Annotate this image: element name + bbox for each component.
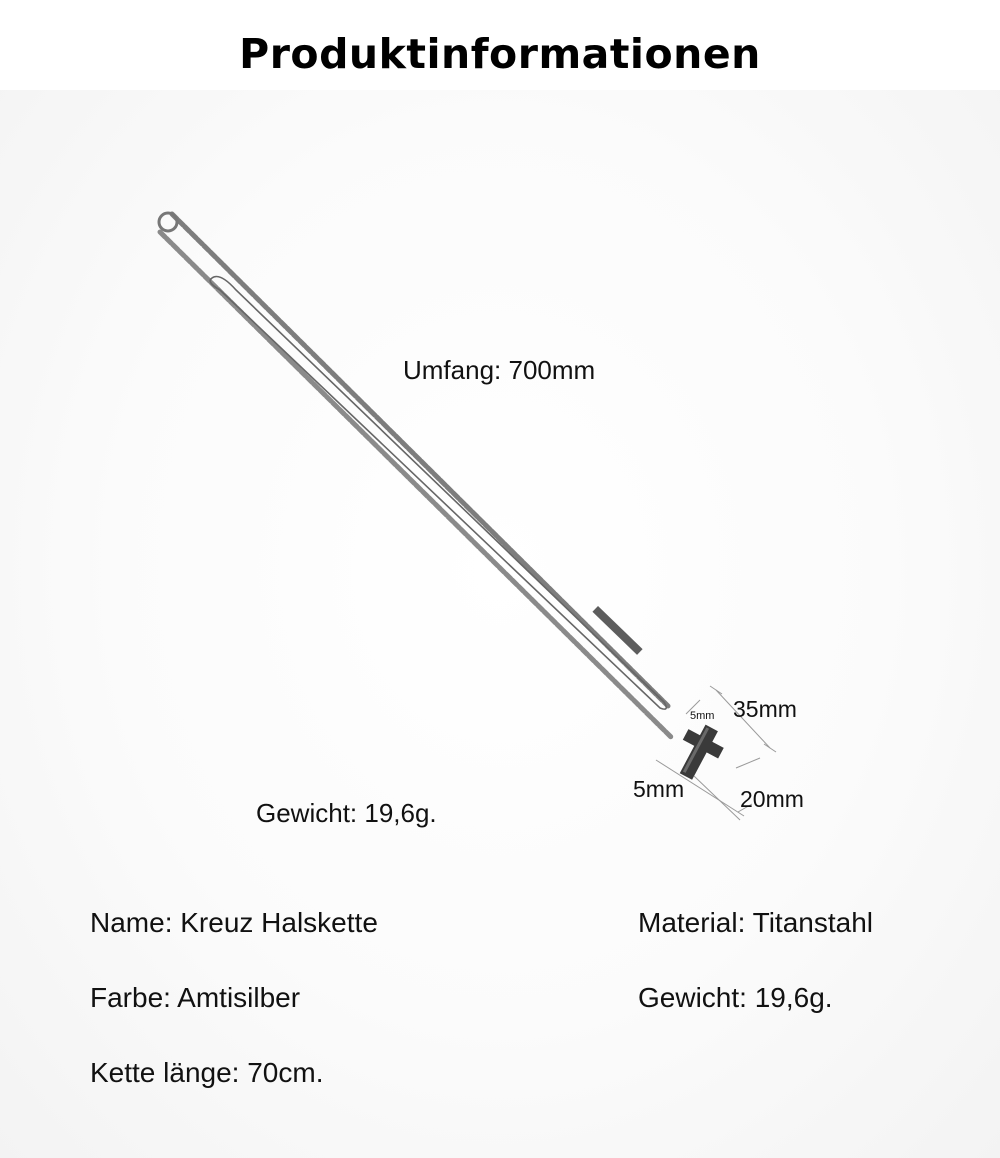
chain-inner-loop	[210, 277, 666, 710]
circumference-label: Umfang: 700mm	[403, 355, 596, 385]
spec-weight: Gewicht: 19,6g.	[638, 982, 833, 1013]
spec-material: Material: Titanstahl	[638, 907, 873, 938]
clasp-ring	[159, 213, 177, 231]
dimension-width-label: 20mm	[740, 786, 804, 812]
page-title: Produktinformationen	[239, 30, 761, 78]
dimension-height-label: 35mm	[733, 696, 797, 722]
chain-bar-tag	[592, 606, 642, 655]
dimension-depth-label: 5mm	[633, 776, 685, 802]
image-weight-label: Gewicht: 19,6g.	[256, 798, 437, 828]
spec-name: Name: Kreuz Halskette	[90, 907, 378, 938]
chain-strand-left	[160, 232, 672, 738]
spec-color: Farbe: Amtisilber	[90, 982, 301, 1013]
spec-chain-length: Kette länge: 70cm.	[90, 1057, 324, 1088]
dimension-top-width-label: 5mm	[690, 710, 715, 722]
chain-strand-outer	[172, 214, 668, 706]
